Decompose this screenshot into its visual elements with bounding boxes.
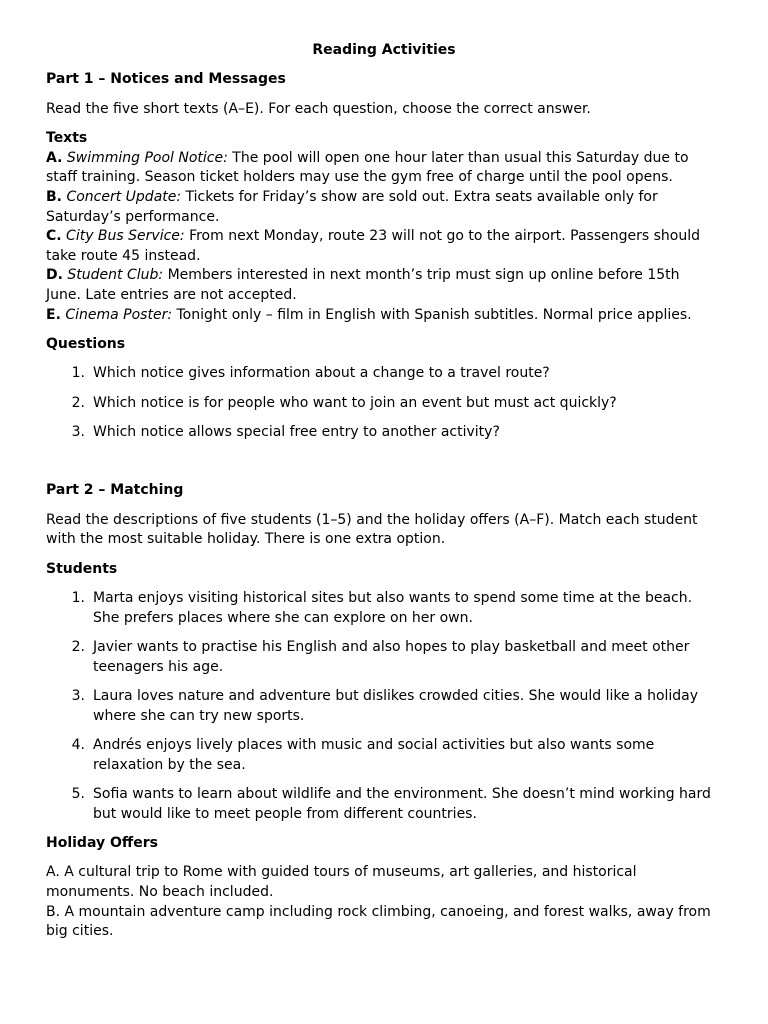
- question-item: [46, 364, 716, 384]
- student-item: [46, 687, 716, 726]
- student-description: Sofia wants to learn about wildlife and the environment. She doesn’t mind working hard but would like to meet people from different countries.: [93, 785, 711, 822]
- holiday-offer-a: A. A cultural trip to Rome with guided tours of museums, art galleries, and historical monuments. No beach included.: [46, 864, 637, 900]
- questions-list: [46, 364, 716, 442]
- part-1-section: [46, 70, 716, 442]
- student-description: Marta enjoys visiting historical sites but also wants to spend some time at the beach. She prefers places where she can explore on her own.: [93, 590, 693, 626]
- texts-heading: Texts: [46, 130, 88, 147]
- notice-body: Tonight only – film in English with Spanish subtitles. Normal price applies.: [176, 306, 692, 323]
- notice-body: From next Monday, route 23 will not go to the airport. Passengers should take route 45 instead.: [46, 228, 701, 264]
- student-description: Laura loves nature and adventure but dislikes crowded cities. She would like a holiday where she can try new sports.: [93, 688, 699, 724]
- part-1-instructions: Read the five short texts (A–E). For each question, choose the correct answer.: [46, 100, 591, 117]
- document-body: [46, 70, 716, 941]
- notice-body: Members interested in next month’s trip must sign up online before 15th June. Late entries are not accepted.: [46, 267, 680, 303]
- notice-letter: B.: [46, 188, 62, 205]
- notice-label: Student Club:: [67, 267, 164, 284]
- notice-letter: E.: [46, 306, 61, 323]
- student-number: 3.: [71, 688, 85, 704]
- notice-text-b: [46, 188, 716, 227]
- notice-text-a: [46, 149, 716, 188]
- student-item: [46, 638, 716, 677]
- questions-heading: Questions: [46, 335, 126, 352]
- student-description: Javier wants to practise his English and also hopes to play basketball and meet other teenagers his age.: [93, 639, 690, 675]
- notice-texts: [46, 149, 716, 325]
- question-number: 1.: [71, 365, 85, 382]
- notice-label: City Bus Service:: [66, 228, 185, 245]
- student-item: [46, 589, 716, 628]
- notice-label: Cinema Poster:: [65, 306, 173, 323]
- document-title: Reading Activities: [312, 42, 456, 58]
- holiday-offers-heading: Holiday Offers: [46, 834, 158, 851]
- students-list: [46, 589, 716, 824]
- student-number: 4.: [71, 736, 85, 753]
- notice-letter: D.: [46, 267, 63, 284]
- student-description: Andrés enjoys lively places with music and social activities but also wants some relaxation by the sea.: [93, 736, 655, 773]
- part-2-heading: Part 2 – Matching: [46, 482, 184, 499]
- student-item: [46, 785, 716, 824]
- question-number: 3.: [71, 424, 85, 441]
- question-number: 2.: [71, 394, 85, 411]
- question-text: Which notice gives information about a change to a travel route?: [93, 365, 550, 382]
- part-2-section: [46, 481, 716, 941]
- notice-body: Tickets for Friday’s show are sold out. Extra seats available only for Saturday’s performance.: [46, 188, 658, 225]
- notice-letter: C.: [46, 228, 62, 245]
- notice-body: The pool will open one hour later than usual this Saturday due to staff training. Season ticket holders may use the gym free of charge until the pool opens.: [46, 149, 689, 186]
- notice-letter: A.: [46, 149, 63, 166]
- question-text: Which notice allows special free entry to another activity?: [93, 424, 500, 441]
- notice-text-d: [46, 266, 716, 305]
- student-number: 5.: [71, 785, 85, 802]
- notice-text-e: [46, 306, 716, 326]
- holiday-offer-b: B. A mountain adventure camp including rock climbing, canoeing, and forest walks, away from big cities.: [46, 903, 711, 940]
- notice-label: Concert Update:: [66, 188, 182, 205]
- question-text: Which notice is for people who want to join an event but must act quickly?: [93, 394, 617, 411]
- part-2-instructions: Read the descriptions of five students (1–5) and the holiday offers (A–F). Match each student with the most suitable holiday. There is one extra option.: [46, 511, 698, 548]
- student-number: 2.: [71, 639, 85, 656]
- notice-label: Swimming Pool Notice:: [66, 149, 228, 166]
- students-heading: Students: [46, 560, 118, 577]
- student-item: [46, 736, 716, 775]
- notice-text-c: [46, 227, 716, 266]
- part-1-heading: Part 1 – Notices and Messages: [46, 71, 286, 88]
- question-item: [46, 423, 716, 443]
- holiday-offers-list: [46, 863, 716, 941]
- student-number: 1.: [71, 590, 85, 607]
- question-item: [46, 394, 716, 414]
